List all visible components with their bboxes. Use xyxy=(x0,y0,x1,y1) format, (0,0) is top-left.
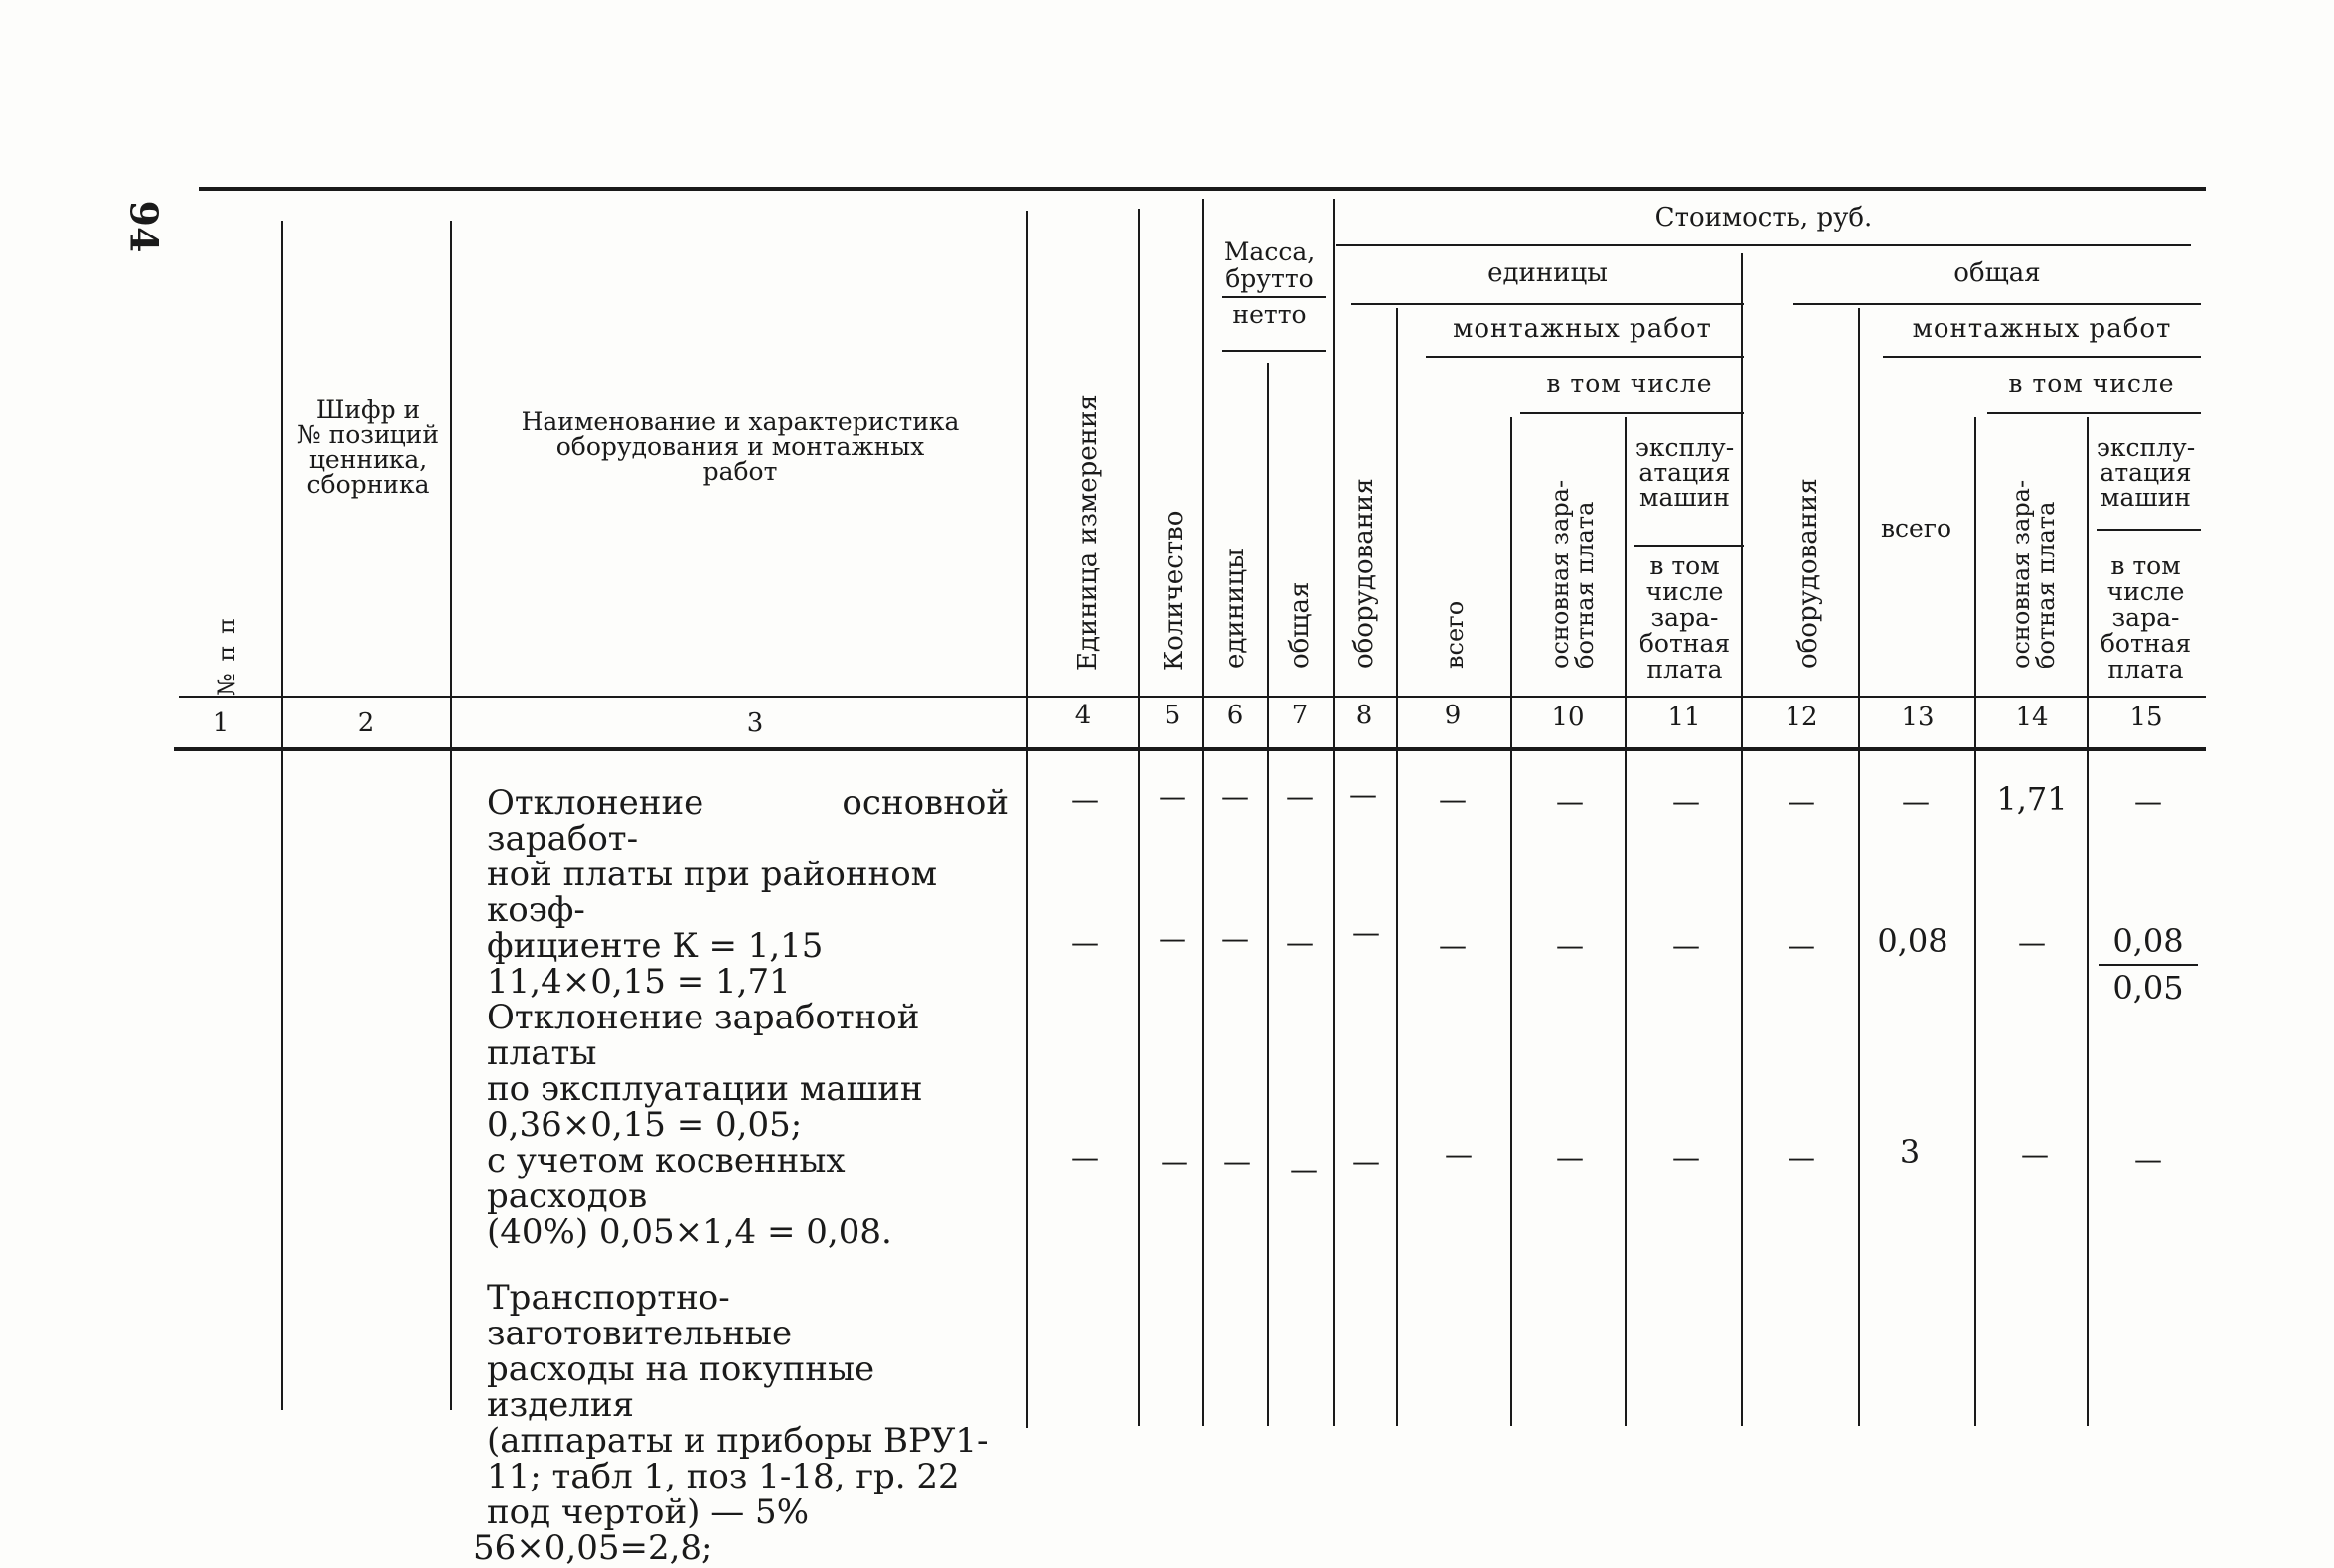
colnum-4: 4 xyxy=(1074,701,1092,730)
row1-line4: 11,4×0,15 = 1,71 xyxy=(487,962,791,1002)
row3-line4: 11; табл 1, поз 1-18, гр. 22 xyxy=(487,1457,960,1496)
colnum-8: 8 xyxy=(1355,701,1373,730)
col9-header: всего xyxy=(1441,600,1469,669)
cost-header: Стоимость, руб. xyxy=(1654,203,1873,233)
row1-col5: — xyxy=(1159,780,1186,813)
colnum-9: 9 xyxy=(1444,701,1462,730)
row1-line3: фициенте К = 1,15 xyxy=(487,926,824,966)
row2-col15-top: 0,08 xyxy=(2112,922,2184,960)
col15-header: эксплу- атация машин xyxy=(2096,433,2196,512)
col5-header: Количество xyxy=(1160,510,1189,671)
row2-line4: с учетом косвенных расходов xyxy=(487,1141,846,1216)
incl-total-header: в том числе xyxy=(2008,369,2175,397)
row1-col6: — xyxy=(1221,780,1249,813)
col2-header: Шифр и № позиций ценника, сборника xyxy=(296,395,440,499)
colnum-12: 12 xyxy=(1785,703,1818,732)
colnum-10: 10 xyxy=(1551,703,1585,732)
colnum-2: 2 xyxy=(357,708,375,738)
row3-col5: — xyxy=(1161,1145,1188,1177)
row3-col10: — xyxy=(1556,1141,1584,1174)
row3-line6: 56×0,05=2,8; xyxy=(473,1528,713,1568)
row3-line1: Транспортно-заготовительные xyxy=(487,1278,793,1353)
colnum-1: 1 xyxy=(212,708,230,738)
incl-unit-header: в том числе xyxy=(1546,369,1713,397)
row1-col4: — xyxy=(1071,783,1099,816)
unit-group-header: единицы xyxy=(1487,258,1608,288)
row1-col9: — xyxy=(1439,783,1467,816)
row3-col12: — xyxy=(1788,1141,1815,1174)
row3-line5: под чертой) — 5% xyxy=(487,1492,809,1532)
row2-col13: 0,08 xyxy=(1877,922,1948,960)
row3-col11: — xyxy=(1672,1141,1700,1174)
row1-col12: — xyxy=(1788,785,1815,818)
row3-col6: — xyxy=(1223,1145,1251,1177)
row2-line5: (40%) 0,05×1,4 = 0,08. xyxy=(487,1212,892,1252)
row3-line2: расходы на покупные изделия xyxy=(487,1349,875,1425)
row1-col10: — xyxy=(1556,785,1584,818)
row-descriptions xyxy=(473,783,1009,1568)
col15-sub-header: в том числе зара- ботная плата xyxy=(2100,551,2192,684)
table-top-rule xyxy=(199,187,2206,191)
row1-col13: — xyxy=(1902,785,1930,818)
mass-netto-header: нетто xyxy=(1232,300,1307,329)
row1-col15: — xyxy=(2134,785,2162,818)
row2-col15-fraction-line xyxy=(2099,964,2198,966)
row1-col11: — xyxy=(1672,785,1700,818)
header-bottom-rule xyxy=(174,747,2206,751)
col6-header: единицы xyxy=(1220,549,1250,669)
col3-header: Наименование и характеристика оборудования и монтажных работ xyxy=(521,407,960,486)
mont-unit-header: монтажных работ xyxy=(1453,314,1712,344)
row1-col7: — xyxy=(1286,780,1314,813)
row3-line3: (аппараты и приборы ВРУ1- xyxy=(487,1421,989,1461)
colnum-13: 13 xyxy=(1901,703,1935,732)
total-group-header: общая xyxy=(1953,258,2041,288)
row3-col13: 3 xyxy=(1899,1133,1921,1171)
colnum-3: 3 xyxy=(746,708,764,738)
row3-col4: — xyxy=(1071,1141,1099,1174)
row2-col6: — xyxy=(1221,922,1249,955)
row1-col14: 1,71 xyxy=(1996,780,2068,818)
row2-col11: — xyxy=(1672,929,1700,962)
mont-total-header: монтажных работ xyxy=(1912,314,2172,344)
row2-col12: — xyxy=(1788,929,1815,962)
row2-col4: — xyxy=(1071,926,1099,959)
row2-col9: — xyxy=(1439,929,1467,962)
row3-col7: — xyxy=(1290,1153,1318,1185)
row2-col8: — xyxy=(1352,916,1380,949)
col4-header: Единица измерения xyxy=(1073,394,1103,671)
row2-col10: — xyxy=(1556,929,1584,962)
col11-sub-header: в том числе зара- ботная плата xyxy=(1638,551,1731,684)
colnum-11: 11 xyxy=(1667,703,1701,732)
row3-col15: — xyxy=(2134,1143,2162,1176)
col11-header: эксплу- атация машин xyxy=(1634,433,1735,512)
row2-line3: 0,36×0,15 = 0,05; xyxy=(487,1105,803,1145)
col1-header: № п п xyxy=(213,616,240,696)
row3-col9: — xyxy=(1445,1138,1473,1171)
row3-col14: — xyxy=(2021,1138,2049,1171)
row2-col5: — xyxy=(1159,922,1186,955)
row2-line1: Отклонение заработной платы xyxy=(487,998,920,1073)
row2-col7: — xyxy=(1286,926,1314,959)
col8-header: оборудования xyxy=(1349,478,1379,669)
col12-header: оборудования xyxy=(1793,478,1823,669)
row2-col14: — xyxy=(2018,926,2046,959)
colnum-15: 15 xyxy=(2129,703,2163,732)
page-number: 94 xyxy=(121,200,167,253)
row3-col8: — xyxy=(1352,1145,1380,1177)
col13-header: всего xyxy=(1880,514,1952,543)
colnum-14: 14 xyxy=(2015,703,2049,732)
row1-line1: Отклонение основной заработ- xyxy=(487,783,1009,859)
row2-line2: по эксплуатации машин xyxy=(487,1069,923,1109)
row1-col8: — xyxy=(1349,778,1377,811)
colnum-5: 5 xyxy=(1164,701,1181,730)
row1-line2: ной платы при районном коэф- xyxy=(487,855,938,930)
col14-header: основная зара- ботная плата xyxy=(2007,479,2060,669)
colnum-6: 6 xyxy=(1226,701,1244,730)
col10-header: основная зара- ботная плата xyxy=(1546,479,1599,669)
colnum-7: 7 xyxy=(1291,701,1309,730)
mass-header: Масса, брутто xyxy=(1223,237,1316,293)
row2-col15-bottom: 0,05 xyxy=(2112,969,2184,1007)
col7-header: общая xyxy=(1285,581,1315,669)
